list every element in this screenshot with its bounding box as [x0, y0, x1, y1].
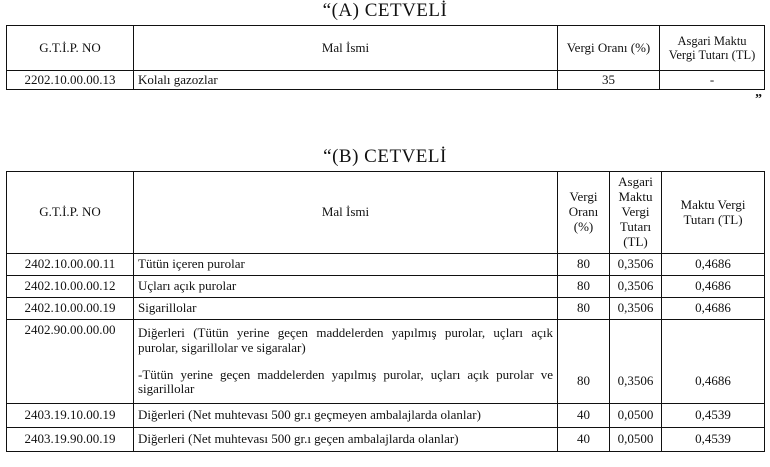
table-row-group	[7, 320, 765, 404]
table-b-caption: “(B) CETVELİ	[323, 146, 447, 167]
header-vergi-orani: Vergi Oranı (%)	[558, 172, 610, 254]
cell-mal-ismi: Diğerleri (Net muhtevası 500 gr.ı geçmeyen ambalajlarda olanlar)	[134, 404, 558, 428]
cell-maktu-vergi: 0,4686	[662, 298, 765, 320]
header-vergi-orani: Vergi Oranı (%)	[558, 26, 660, 71]
group-sub-description: -Tütün yerine geçen maddelerden yapılmış purolar, uçları açık purolar ve sigarillolar	[138, 366, 553, 397]
cell-vergi-orani: 40	[558, 428, 610, 452]
header-gtip: G.T.İ.P. NO	[7, 26, 134, 71]
cell-gtip: 2403.19.10.00.19	[7, 404, 134, 428]
cell-vergi-orani: 80	[558, 320, 610, 404]
cell-vergi-orani: 80	[558, 254, 610, 276]
cell-mal-ismi: Uçları açık purolar	[134, 276, 558, 298]
cell-maktu-vergi: 0,4686	[662, 320, 765, 404]
header-maktu-vergi: Maktu Vergi Tutarı (TL)	[662, 172, 765, 254]
cell-vergi-orani: 80	[558, 298, 610, 320]
cell-mal-ismi: Tütün içeren purolar	[134, 254, 558, 276]
table-row	[7, 404, 765, 428]
cell-vergi-orani: 40	[558, 404, 610, 428]
cell-maktu-vergi: 0,4539	[662, 428, 765, 452]
table-a-caption: “(A) CETVELİ	[322, 0, 448, 21]
cell-asgari-maktu: 0,3506	[610, 276, 662, 298]
cell-gtip: 2403.19.90.00.19	[7, 428, 134, 452]
cell-gtip: 2402.10.00.00.12	[7, 276, 134, 298]
table-a	[6, 25, 765, 90]
cell-gtip: 2402.10.00.00.11	[7, 254, 134, 276]
cell-asgari-maktu: -	[660, 71, 765, 90]
table-row	[7, 298, 765, 320]
cell-mal-ismi-group	[134, 320, 558, 404]
header-asgari-maktu: Asgari Maktu Vergi Tutarı (TL)	[610, 172, 662, 254]
cell-mal-ismi: Kolalı gazozlar	[134, 71, 558, 90]
cell-vergi-orani: 35	[558, 71, 660, 90]
table-b	[6, 171, 765, 452]
cell-asgari-maktu: 0,0500	[610, 404, 662, 428]
cell-gtip: 2402.10.00.00.19	[7, 298, 134, 320]
cell-maktu-vergi: 0,4686	[662, 254, 765, 276]
cell-gtip: 2202.10.00.00.13	[7, 71, 134, 90]
cell-asgari-maktu: 0,0500	[610, 428, 662, 452]
header-gtip: G.T.İ.P. NO	[7, 172, 134, 254]
cell-asgari-maktu: 0,3506	[610, 254, 662, 276]
table-row	[7, 276, 765, 298]
table-row	[7, 71, 765, 90]
cell-gtip: 2402.90.00.00.00	[7, 320, 134, 404]
cell-mal-ismi: Diğerleri (Net muhtevası 500 gr.ı geçen ambalajlarda olanlar)	[134, 428, 558, 452]
table-b-header-row	[7, 172, 765, 254]
table-row	[7, 254, 765, 276]
group-description: Diğerleri (Tütün yerine geçen maddelerden yapılmış purolar, uçları açık purolar, sigarillolar ve sigaralar)	[138, 324, 553, 355]
header-asgari-maktu: Asgari Maktu Vergi Tutarı (TL)	[660, 26, 765, 71]
cell-mal-ismi: Sigarillolar	[134, 298, 558, 320]
table-row	[7, 428, 765, 452]
header-mal-ismi: Mal İsmi	[134, 172, 558, 254]
cell-maktu-vergi: 0,4539	[662, 404, 765, 428]
table-a-close-quote: ”	[755, 92, 762, 107]
cell-vergi-orani: 80	[558, 276, 610, 298]
cell-maktu-vergi: 0,4686	[662, 276, 765, 298]
cell-asgari-maktu: 0,3506	[610, 320, 662, 404]
cell-asgari-maktu: 0,3506	[610, 298, 662, 320]
table-a-header-row	[7, 26, 765, 71]
header-mal-ismi: Mal İsmi	[134, 26, 558, 71]
